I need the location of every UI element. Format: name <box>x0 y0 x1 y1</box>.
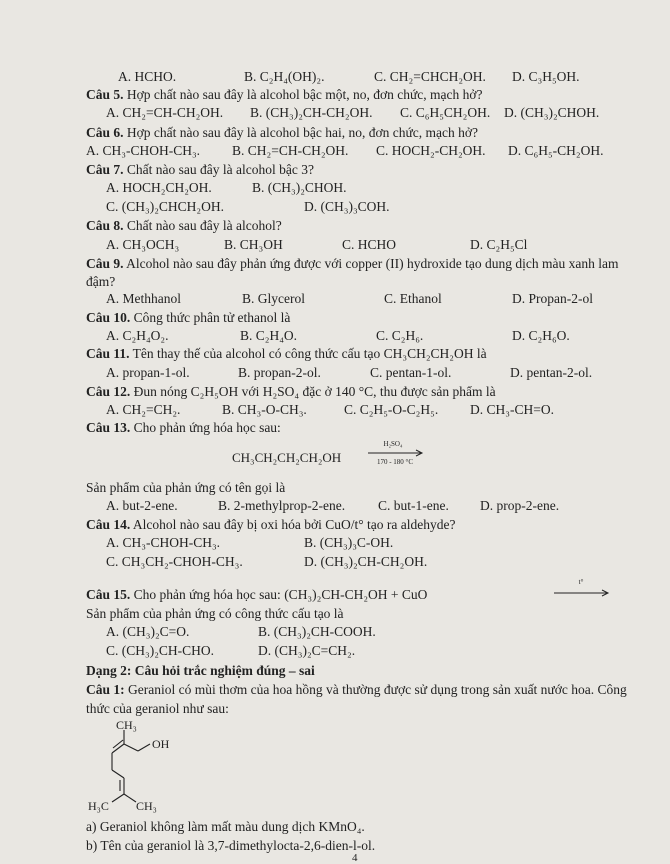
q9-title: Câu 9. <box>86 256 124 271</box>
tf1-statement-b: b) Tên của geraniol là 3,7-dimethylocta-2,6-dien-l-ol. <box>86 838 376 853</box>
q13-question: Sản phẩm của phản ứng có tên gọi là <box>86 480 286 495</box>
q6-option-d: D. C₆H₅-CH₂OH. <box>508 143 604 158</box>
q13-stem <box>86 420 281 436</box>
q12-option-b: B. CH₃-O-CH₃. <box>222 402 307 417</box>
q11-text: Tên thay thế của alcohol có công thức cấu tạo CH₃CH₂CH₂OH là <box>132 346 487 361</box>
q10-text: Công thức phân tử ethanol là <box>133 310 291 325</box>
q15-option-d: D. (CH₃)₂C=CH₂. <box>258 643 356 658</box>
q5-option-a: A. CH₂=CH-CH₂OH. <box>106 105 224 120</box>
q8-stem <box>86 218 282 234</box>
q14-option-c: C. CH₃CH₂-CHOH-CH₃. <box>106 554 243 569</box>
q9-option-d: D. Propan-2-ol <box>512 291 593 306</box>
q5-option-b: B. (CH₃)₂CH-CH₂OH. <box>250 105 373 120</box>
q14-option-b: B. (CH₃)₃C-OH. <box>304 535 394 550</box>
q13-option-d: D. prop-2-ene. <box>480 498 560 513</box>
q14-text: Alcohol nào sau đây bị oxi hóa bởi CuO/t° tạo ra aldehyde? <box>132 517 456 532</box>
q12-stem <box>86 384 496 400</box>
q6-stem <box>86 125 478 141</box>
q15-text: Cho phản ứng hóa học sau: <box>133 587 281 602</box>
q15-option-b: B. (CH₃)₂CH-COOH. <box>258 624 376 639</box>
geraniol-h3c: H₃C <box>88 799 109 813</box>
q8-title: Câu 8. <box>86 218 124 233</box>
q15-reaction-arrow <box>554 589 610 597</box>
q10-option-c: C. C₂H₆. <box>376 328 424 343</box>
q10-option-a: A. C₂H₄O₂. <box>106 328 169 343</box>
q5-text: Hợp chất nào sau đây là alcohol bậc một, no, đơn chức, mạch hở? <box>126 87 483 102</box>
q10-title: Câu 10. <box>86 310 131 325</box>
q11-option-a: A. propan-1-ol. <box>106 365 190 380</box>
page-number: 4 <box>352 852 358 864</box>
q13-option-c: C. but-1-ene. <box>378 498 449 513</box>
q11-option-c: C. pentan-1-ol. <box>370 365 452 380</box>
q4-option-c: C. CH₂=CHCH₂OH. <box>374 69 486 84</box>
q11-stem <box>86 346 487 362</box>
q15-question: Sản phẩm của phản ứng có công thức cấu tạo là <box>86 606 344 621</box>
q12-option-a: A. CH₂=CH₂. <box>106 402 181 417</box>
q13-reagent: H₂SO₄ <box>383 440 403 448</box>
q13-condition: 170 - 180 °C <box>376 458 414 466</box>
q12-text: Đun nóng C₂H₅OH với H₂SO₄ đặc ở 140 °C, thu được sản phẩm là <box>133 384 496 399</box>
q14-option-a: A. CH₃-CHOH-CH₃. <box>106 535 221 550</box>
q14-option-d: D. (CH₃)₂CH-CH₂OH. <box>304 554 428 569</box>
tf1-stem <box>86 682 627 698</box>
q13-option-a: A. but-2-ene. <box>106 498 178 513</box>
q8-text: Chất nào sau đây là alcohol? <box>126 218 282 233</box>
q15-condition: t° <box>578 578 584 586</box>
q15-option-c: C. (CH₃)₂CH-CHO. <box>106 643 215 658</box>
geraniol-ch3-bottom: CH₃ <box>136 799 157 813</box>
q6-option-a: A. CH₃-CHOH-CH₃. <box>86 143 201 158</box>
q15-title: Câu 15. <box>86 587 131 602</box>
q9-text: Alcohol nào sau đây phản ứng được với copper (II) hydroxide tạo dung dịch màu xanh lam <box>126 256 619 271</box>
q8-option-c: C. HCHO <box>342 237 397 252</box>
q7-option-b: B. (CH₃)₂CHOH. <box>252 180 347 195</box>
q14-stem <box>86 517 456 533</box>
q15-stem <box>86 587 427 603</box>
q10-option-b: B. C₂H₄O. <box>240 328 298 343</box>
q6-option-c: C. HOCH₂-CH₂OH. <box>376 143 486 158</box>
tf1-text: Geraniol có mùi thơm của hoa hồng và thường được sử dụng trong sản xuất nước hoa. Công <box>128 682 627 697</box>
q13-reaction-arrow <box>368 449 424 457</box>
q12-option-d: D. CH₃-CH=O. <box>470 402 554 417</box>
q6-text: Hợp chất nào sau đây là alcohol bậc hai, no, đơn chức, mạch hở? <box>126 125 479 140</box>
q9-stem <box>86 256 618 272</box>
q13-option-b: B. 2-methylprop-2-ene. <box>218 498 346 513</box>
q11-option-b: B. propan-2-ol. <box>238 365 321 380</box>
q13-title: Câu 13. <box>86 420 131 435</box>
q9-option-c: C. Ethanol <box>384 291 442 306</box>
q8-option-a: A. CH₃OCH₃ <box>106 237 180 252</box>
geraniol-structure <box>86 718 196 830</box>
section-2-heading: Dạng 2: Câu hỏi trắc nghiệm đúng – sai <box>86 663 315 678</box>
q4-option-d: D. C₃H₅OH. <box>512 69 580 84</box>
q7-option-c: C. (CH₃)₂CHCH₂OH. <box>106 199 224 214</box>
q8-option-b: B. CH₃OH <box>224 237 283 252</box>
geraniol-oh: OH <box>152 737 170 751</box>
q4-option-b: B. C₂H₄(OH)₂. <box>244 69 325 84</box>
q4-option-a: A. HCHO. <box>118 69 177 84</box>
q13-text: Cho phản ứng hóa học sau: <box>133 420 281 435</box>
q7-text: Chất nào sau đây là alcohol bậc 3? <box>126 162 314 177</box>
q6-title: Câu 6. <box>86 125 124 140</box>
q11-option-d: D. pentan-2-ol. <box>510 365 593 380</box>
q8-option-d: D. C₂H₅Cl <box>470 237 528 252</box>
tf1-text-continued: thức của geraniol như sau: <box>86 701 229 716</box>
q12-option-c: C. C₂H₅-O-C₂H₅. <box>344 402 439 417</box>
q9-option-a: A. Methhanol <box>106 291 181 306</box>
q15-option-a: A. (CH₃)₂C=O. <box>106 624 190 639</box>
q7-option-d: D. (CH₃)₃COH. <box>304 199 390 214</box>
q5-option-d: D. (CH₃)₂CHOH. <box>504 105 600 120</box>
q5-title: Câu 5. <box>86 87 124 102</box>
q11-title: Câu 11. <box>86 346 130 361</box>
q12-title: Câu 12. <box>86 384 131 399</box>
q7-stem <box>86 162 314 178</box>
q6-option-b: B. CH₂=CH-CH₂OH. <box>232 143 349 158</box>
tf1-title: Câu 1: <box>86 682 125 697</box>
q10-option-d: D. C₂H₆O. <box>512 328 570 343</box>
q7-option-a: A. HOCH₂CH₂OH. <box>106 180 212 195</box>
q9-option-b: B. Glycerol <box>242 291 305 306</box>
q9-text-continued: đậm? <box>86 274 116 289</box>
tf1-statement-a: a) Geraniol không làm mất màu dung dịch KMnO₄. <box>86 819 365 834</box>
q14-title: Câu 14. <box>86 517 131 532</box>
q7-title: Câu 7. <box>86 162 124 177</box>
q5-option-c: C. C₆H₅CH₂OH. <box>400 105 491 120</box>
q13-reactant: CH₃CH₂CH₂CH₂OH <box>232 450 342 465</box>
geraniol-ch3-top: CH₃ <box>116 718 137 732</box>
q10-stem <box>86 310 290 326</box>
q15-equation: (CH₃)₂CH-CH₂OH + CuO <box>284 587 428 602</box>
q5-stem <box>86 87 483 103</box>
